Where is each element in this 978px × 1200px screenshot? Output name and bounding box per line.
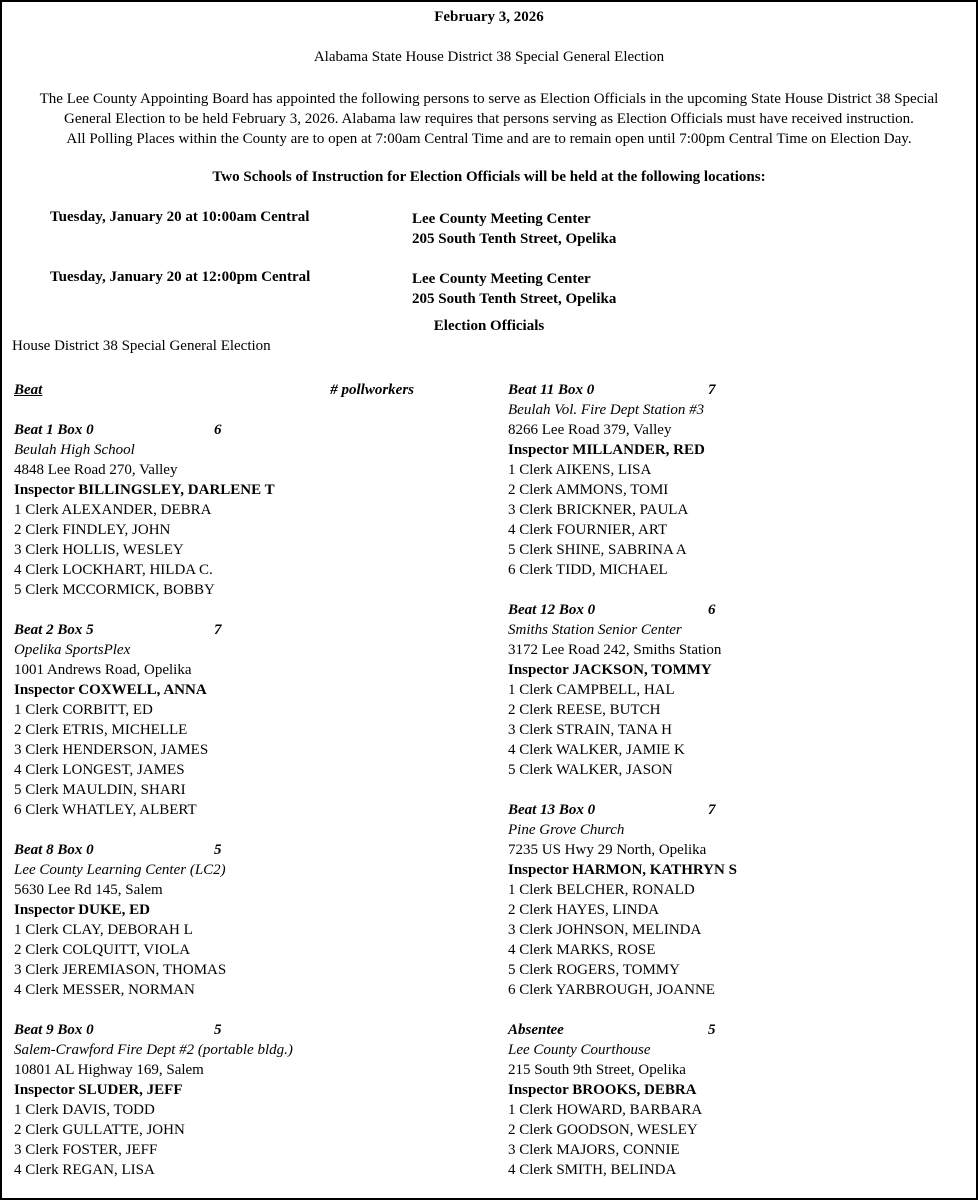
polling-beat [508,380,928,580]
clerk-entry: 2 Clerk GULLATTE, JOHN [14,1122,185,1138]
polling-beat [14,840,414,1000]
polling-location: Smiths Station Senior Center [508,622,682,638]
polling-address: 10801 AL Highway 169, Salem [14,1062,204,1078]
beat-name: Beat 2 Box 5 [14,622,94,638]
intro-line-3: All Polling Places within the County are to open at 7:00am Central Time and are to remain open until 7:00pm Central Time on Election Day. [66,131,912,147]
clerk-entry: 1 Clerk ALEXANDER, DEBRA [14,502,212,518]
clerk-entry: 2 Clerk COLQUITT, VIOLA [14,942,191,958]
beat-header [14,840,414,860]
clerk-entry: 3 Clerk HENDERSON, JAMES [14,742,209,758]
pollworker-count: 5 [214,1022,222,1038]
polling-beat [508,600,928,780]
beat-header [14,420,414,440]
polling-location: Beulah High School [14,442,135,458]
pollworker-count: 7 [708,382,716,398]
beat-name: Beat 13 Box 0 [508,802,596,818]
clerk-entry: 2 Clerk GOODSON, WESLEY [508,1122,698,1138]
polling-beat [14,420,414,600]
beat-name: Beat 11 Box 0 [508,382,595,398]
beat-name: Beat 8 Box 0 [14,842,94,858]
polling-beat [508,1020,928,1180]
clerk-entry: 2 Clerk ETRIS, MICHELLE [14,722,188,738]
beat-header [508,380,928,400]
schools-heading: Two Schools of Instruction for Election Officials will be held at the following locations: [212,169,766,185]
clerk-entry: 4 Clerk REGAN, LISA [14,1162,155,1178]
school-1-address: 205 South Tenth Street, Opelika [412,231,617,247]
polling-location: Lee County Learning Center (LC2) [14,862,226,878]
inspector-name: Inspector SLUDER, JEFF [14,1082,183,1098]
polling-address: 4848 Lee Road 270, Valley [14,462,178,478]
clerk-entry: 4 Clerk LONGEST, JAMES [14,762,185,778]
clerk-entry: 1 Clerk BELCHER, RONALD [508,882,695,898]
pollworker-count: 7 [708,802,716,818]
school-2-time: Tuesday, January 20 at 12:00pm Central [50,269,311,285]
inspector-name: Inspector HARMON, KATHRYN S [508,862,737,878]
polling-address: 8266 Lee Road 379, Valley [508,422,672,438]
officials-heading: Election Officials [433,318,545,334]
table-header [14,380,414,400]
clerk-entry: 1 Clerk CORBITT, ED [14,702,153,718]
polling-location: Pine Grove Church [508,822,625,838]
polling-location: Lee County Courthouse [508,1042,651,1058]
clerk-entry: 4 Clerk LOCKHART, HILDA C. [14,562,213,578]
polling-location: Beulah Vol. Fire Dept Station #3 [508,402,705,418]
school-1-time: Tuesday, January 20 at 10:00am Central [50,209,310,225]
polling-address: 1001 Andrews Road, Opelika [14,662,192,678]
clerk-entry: 4 Clerk MESSER, NORMAN [14,982,195,998]
clerk-entry: 1 Clerk CAMPBELL, HAL [508,682,675,698]
clerk-entry: 6 Clerk YARBROUGH, JOANNE [508,982,715,998]
pollworker-count: 6 [214,422,222,438]
clerk-entry: 4 Clerk SMITH, BELINDA [508,1162,677,1178]
clerk-entry: 6 Clerk TIDD, MICHAEL [508,562,668,578]
polling-location: Salem-Crawford Fire Dept #2 (portable bldg.) [14,1042,293,1058]
clerk-entry: 3 Clerk MAJORS, CONNIE [508,1142,680,1158]
clerk-entry: 5 Clerk ROGERS, TOMMY [508,962,680,978]
polling-address: 5630 Lee Rd 145, Salem [14,882,163,898]
school-1-location [412,209,616,249]
inspector-name: Inspector COXWELL, ANNA [14,682,207,698]
beat-name: Beat 9 Box 0 [14,1022,94,1038]
school-2-address: 205 South Tenth Street, Opelika [412,291,617,307]
clerk-entry: 3 Clerk JEREMIASON, THOMAS [14,962,227,978]
inspector-name: Inspector DUKE, ED [14,902,150,918]
clerk-entry: 2 Clerk HAYES, LINDA [508,902,660,918]
clerk-entry: 3 Clerk BRICKNER, PAULA [508,502,689,518]
beat-column-header: Beat [14,382,43,398]
inspector-name: Inspector JACKSON, TOMMY [508,662,712,678]
clerk-entry: 3 Clerk JOHNSON, MELINDA [508,922,702,938]
school-2-place: Lee County Meeting Center [412,271,591,287]
clerk-entry: 1 Clerk CLAY, DEBORAH L [14,922,193,938]
beat-header [508,600,928,620]
clerk-entry: 1 Clerk AIKENS, LISA [508,462,652,478]
clerk-entry: 1 Clerk HOWARD, BARBARA [508,1102,703,1118]
clerk-entry: 1 Clerk DAVIS, TODD [14,1102,155,1118]
polling-beat [14,1020,414,1180]
clerk-entry: 3 Clerk HOLLIS, WESLEY [14,542,184,558]
clerk-entry: 2 Clerk REESE, BUTCH [508,702,661,718]
pollworker-count: 6 [708,602,716,618]
clerk-entry: 4 Clerk WALKER, JAMIE K [508,742,685,758]
polling-location: Opelika SportsPlex [14,642,131,658]
polling-address: 7235 US Hwy 29 North, Opelika [508,842,707,858]
district-subtitle: House District 38 Special General Election [12,338,271,354]
pollworker-count: 5 [214,842,222,858]
inspector-name: Inspector MILLANDER, RED [508,442,705,458]
beat-name: Absentee [508,1022,564,1038]
left-column [14,380,414,1180]
election-title: Alabama State House District 38 Special General Election [313,49,665,65]
inspector-name: Inspector BROOKS, DEBRA [508,1082,697,1098]
school-1-place: Lee County Meeting Center [412,211,591,227]
notice-date: February 3, 2026 [434,9,544,25]
clerk-entry: 4 Clerk FOURNIER, ART [508,522,668,538]
clerk-entry: 5 Clerk SHINE, SABRINA A [508,542,687,558]
intro-line-2: General Election to be held February 3, 2026. Alabama law requires that persons serving as Election Officials must have received instruction. [64,111,914,127]
polling-address: 215 South 9th Street, Opelika [508,1062,686,1078]
beat-name: Beat 1 Box 0 [14,422,94,438]
clerk-entry: 5 Clerk MCCORMICK, BOBBY [14,582,215,598]
beat-header [508,800,928,820]
intro-line-1: The Lee County Appointing Board has appointed the following persons to serve as Election Officials in the upcoming State House District 38 Special [39,91,939,107]
pollworker-count: 7 [214,622,222,638]
inspector-name: Inspector BILLINGSLEY, DARLENE T [14,482,275,498]
clerk-entry: 5 Clerk WALKER, JASON [508,762,673,778]
beat-header [508,1020,928,1040]
clerk-entry: 2 Clerk FINDLEY, JOHN [14,522,171,538]
clerk-entry: 3 Clerk STRAIN, TANA H [508,722,672,738]
clerk-entry: 2 Clerk AMMONS, TOMI [508,482,669,498]
clerk-entry: 6 Clerk WHATLEY, ALBERT [14,802,197,818]
clerk-entry: 5 Clerk MAULDIN, SHARI [14,782,186,798]
polling-beat [508,800,928,1000]
beat-name: Beat 12 Box 0 [508,602,596,618]
right-column [508,380,928,1180]
polling-beat [14,620,414,820]
clerk-entry: 4 Clerk MARKS, ROSE [508,942,656,958]
pollworkers-column-header: # pollworkers [330,382,414,398]
beat-header [14,620,414,640]
pollworker-count: 5 [708,1022,716,1038]
polling-address: 3172 Lee Road 242, Smiths Station [508,642,722,658]
clerk-entry: 3 Clerk FOSTER, JEFF [14,1142,158,1158]
school-2-location [412,269,616,309]
beat-header [14,1020,414,1040]
intro-paragraph [12,89,966,149]
